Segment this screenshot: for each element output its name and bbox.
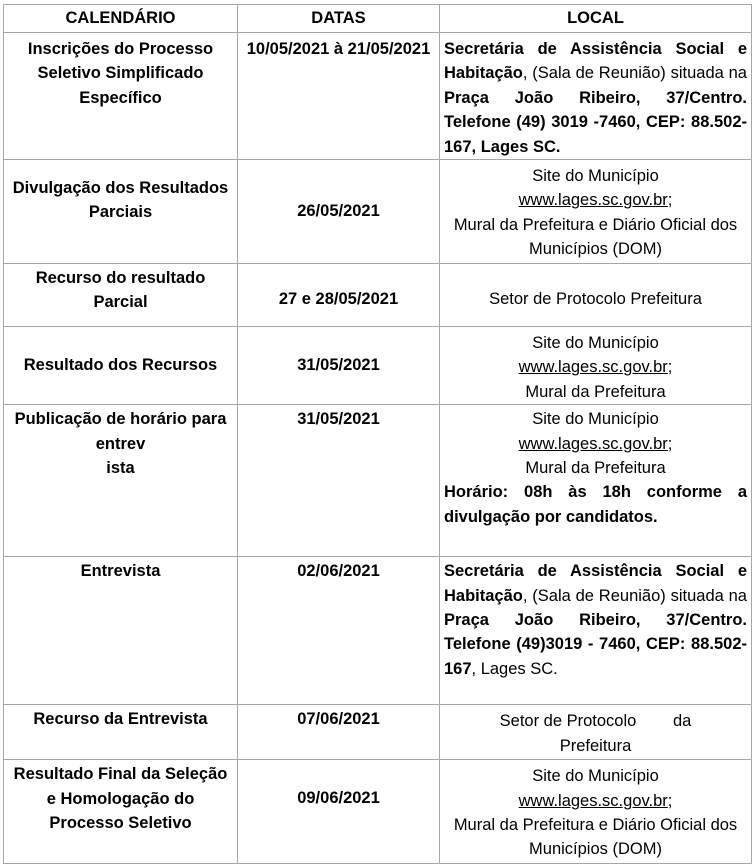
date-cell: 09/06/2021 — [238, 760, 440, 864]
event-cell: Inscrições do Processo Seletivo Simplificado Específico — [4, 33, 238, 160]
table-row — [4, 760, 752, 864]
local-bold: Praça João Ribeiro, 37/Centro. Telefone (49)3019 - 7460, CEP: 88.502-167 — [444, 611, 747, 678]
event-cell — [4, 405, 238, 557]
link-separator: ; — [667, 791, 673, 810]
table-row — [4, 405, 752, 557]
site-link[interactable]: www.lages.sc.gov.br — [518, 434, 668, 453]
local-line: Setor de Protocolo da — [499, 712, 692, 731]
event-cell: Entrevista — [4, 557, 238, 705]
date-cell: 02/06/2021 — [238, 557, 440, 705]
header-row — [4, 5, 752, 33]
date-cell: 27 e 28/05/2021 — [238, 264, 440, 327]
local-line: Mural da Prefeitura — [525, 382, 666, 401]
local-line: Site do Município — [532, 767, 659, 786]
site-link[interactable]: www.lages.sc.gov.br — [518, 191, 668, 210]
local-cell: Setor de Protocolo Prefeitura — [440, 264, 752, 327]
date-cell: 07/06/2021 — [238, 705, 440, 760]
event-cell: Divulgação dos Resultados Parciais — [4, 160, 238, 264]
local-cell — [440, 160, 752, 264]
local-line: Site do Município — [532, 410, 659, 429]
event-cell: Resultado dos Recursos — [4, 327, 238, 405]
table-row — [4, 264, 752, 327]
header-calendario: CALENDÁRIO — [4, 5, 238, 33]
local-line: Site do Município — [532, 334, 659, 353]
header-local: LOCAL — [440, 5, 752, 33]
local-text: , Lages SC. — [471, 659, 558, 678]
event-cell: Recurso da Entrevista — [4, 705, 238, 760]
local-cell — [440, 33, 752, 160]
table-row — [4, 557, 752, 705]
local-text: , (Sala de Reunião) situada na — [522, 586, 747, 605]
site-link[interactable]: www.lages.sc.gov.br — [518, 358, 668, 377]
local-line: Mural da Prefeitura e Diário Oficial dos Municípios (DOM) — [453, 816, 738, 859]
local-line: Mural da Prefeitura — [525, 459, 666, 478]
local-cell — [440, 760, 752, 864]
date-cell: 10/05/2021 à 21/05/2021 — [238, 33, 440, 160]
local-bold: Praça João Ribeiro, 37/Centro. Telefone (49) 3019 -7460, CEP: 88.502-167, Lages SC. — [444, 88, 747, 156]
local-line: Prefeitura — [559, 736, 632, 755]
calendar-table — [3, 4, 752, 864]
table-row — [4, 33, 752, 160]
local-cell — [440, 557, 752, 705]
link-separator: ; — [667, 358, 673, 377]
local-line: Mural da Prefeitura e Diário Oficial dos Municípios (DOM) — [453, 215, 738, 259]
site-link[interactable]: www.lages.sc.gov.br — [518, 791, 668, 810]
local-text: , (Sala de Reunião) situada na — [522, 64, 747, 83]
date-cell: 26/05/2021 — [238, 160, 440, 264]
table-row — [4, 160, 752, 264]
header-datas: DATAS — [238, 5, 440, 33]
schedule-note: Horário: 08h às 18h conforme a divulgação por candidatos. — [444, 483, 747, 526]
event-line: Publicação de horário para entrev — [14, 410, 227, 453]
local-bold: Secretária de Assistência Social e Habitação — [444, 562, 747, 605]
event-cell: Recurso do resultado Parcial — [4, 264, 238, 327]
link-separator: ; — [667, 434, 673, 453]
event-line: ista — [106, 459, 135, 478]
local-cell — [440, 705, 752, 760]
date-cell: 31/05/2021 — [238, 327, 440, 405]
link-separator: ; — [667, 191, 673, 210]
local-cell — [440, 405, 752, 557]
table-row — [4, 327, 752, 405]
local-line: Site do Município — [532, 167, 659, 186]
table-row — [4, 705, 752, 760]
local-bold: Secretária de Assistência Social e Habitação — [444, 40, 747, 83]
event-cell: Resultado Final da Seleção e Homologação do Processo Seletivo — [4, 760, 238, 864]
date-cell: 31/05/2021 — [238, 405, 440, 557]
local-cell — [440, 327, 752, 405]
